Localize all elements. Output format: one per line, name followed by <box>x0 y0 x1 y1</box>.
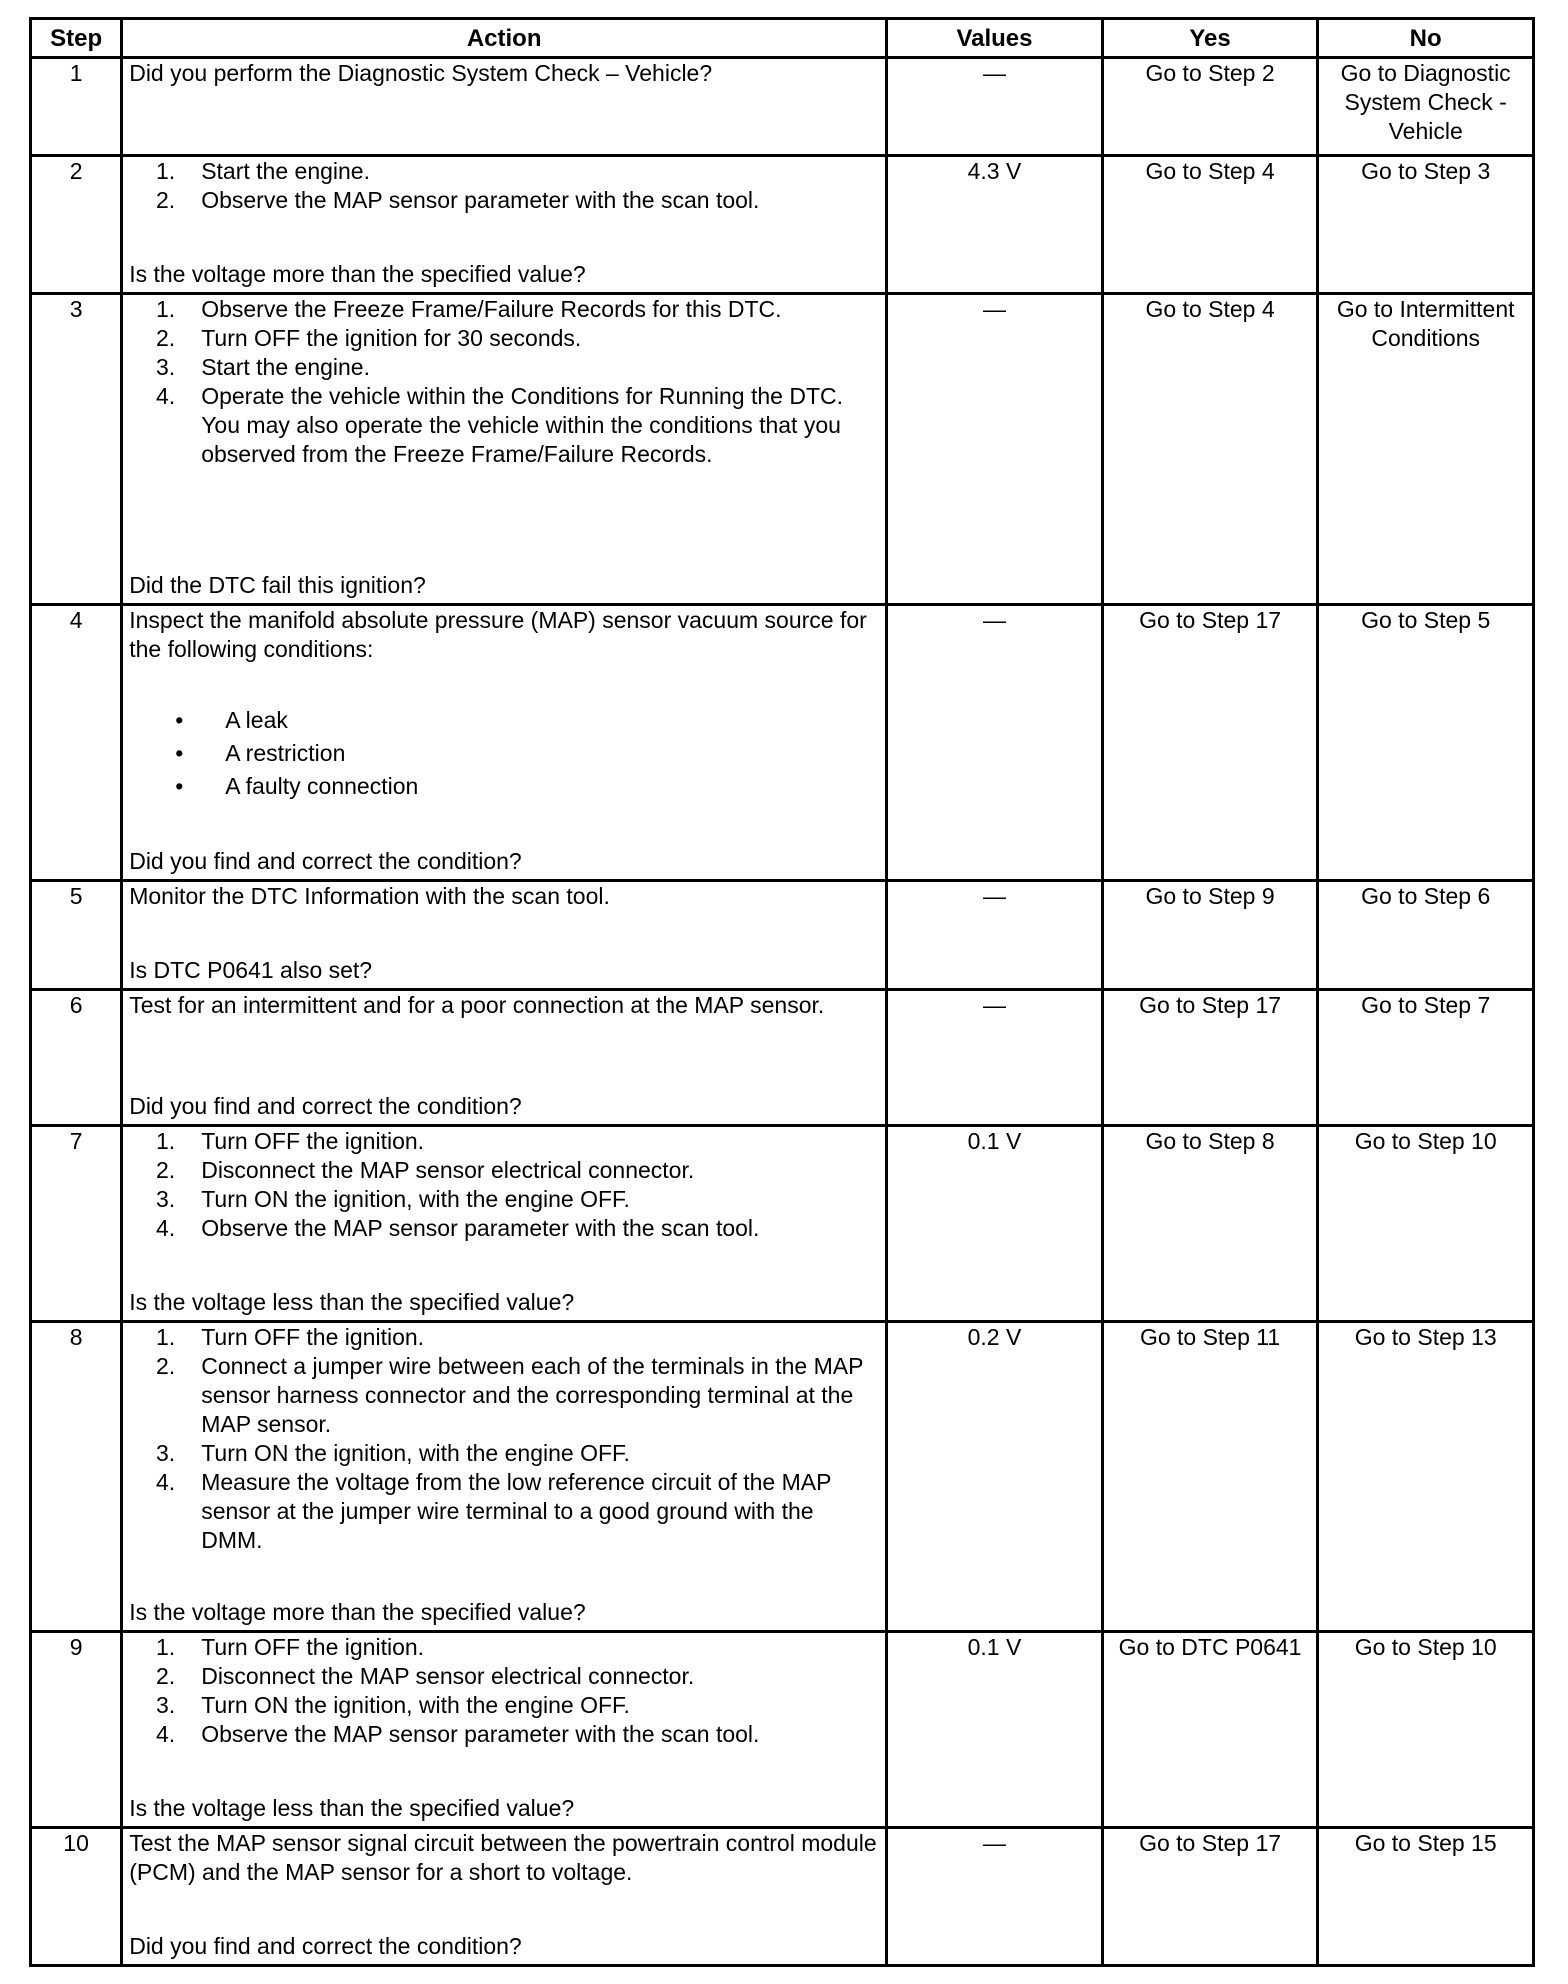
list-item-text: Turn ON the ignition, with the engine OFF. <box>201 1440 630 1466</box>
action-cell <box>122 1632 887 1828</box>
action-intro: Test the MAP sensor signal circuit between the powertrain control module (PCM) and the MAP sensor for a short to voltage. <box>129 1830 877 1885</box>
no-cell: Go to Step 10 <box>1318 1632 1534 1828</box>
bullet-icon: • <box>175 773 184 799</box>
list-item <box>129 737 879 770</box>
action-steps-list <box>129 157 879 215</box>
action-cell <box>122 156 887 294</box>
condition-list <box>129 704 879 803</box>
action-cell <box>122 605 887 881</box>
list-item <box>129 1691 879 1720</box>
table-row <box>31 1322 1534 1632</box>
yes-cell: Go to Step 2 <box>1102 58 1318 156</box>
header-values: Values <box>887 19 1103 58</box>
action-question: Did you find and correct the condition? <box>129 1093 522 1119</box>
list-item <box>129 186 879 215</box>
list-item-text: Disconnect the MAP sensor electrical connector. <box>201 1157 695 1183</box>
action-cell <box>122 990 887 1126</box>
list-item <box>129 1156 879 1185</box>
table-row <box>31 294 1534 605</box>
list-item-number: 3. <box>156 1440 176 1466</box>
list-item-number: 4. <box>156 1721 176 1747</box>
action-steps-list <box>129 1323 879 1555</box>
table-row <box>31 156 1534 294</box>
list-item <box>129 1185 879 1214</box>
table-row <box>31 1632 1534 1828</box>
no-cell: Go to Diagnostic System Check - Vehicle <box>1318 58 1534 156</box>
table-row <box>31 1828 1534 1966</box>
list-item-text: Turn OFF the ignition. <box>201 1128 425 1154</box>
list-item <box>129 1214 879 1243</box>
action-intro: Test for an intermittent and for a poor connection at the MAP sensor. <box>129 992 825 1018</box>
action-question: Is the voltage more than the specified value? <box>129 1599 586 1625</box>
action-intro: Did you perform the Diagnostic System Check – Vehicle? <box>129 60 713 86</box>
step-number: 5 <box>31 881 122 990</box>
list-item-text: Turn ON the ignition, with the engine OFF. <box>201 1186 630 1212</box>
no-cell: Go to Step 6 <box>1318 881 1534 990</box>
list-item-text: Turn OFF the ignition. <box>201 1634 425 1660</box>
action-cell <box>122 881 887 990</box>
no-cell: Go to Step 3 <box>1318 156 1534 294</box>
step-number: 10 <box>31 1828 122 1966</box>
list-item-number: 2. <box>156 187 176 213</box>
action-question: Did the DTC fail this ignition? <box>129 572 426 598</box>
table-row <box>31 605 1534 881</box>
list-item-number: 1. <box>156 296 176 322</box>
list-item-text: Turn OFF the ignition for 30 seconds. <box>201 325 582 351</box>
action-question: Is the voltage less than the specified value? <box>129 1795 575 1821</box>
action-cell <box>122 1322 887 1632</box>
list-item-text: Disconnect the MAP sensor electrical connector. <box>201 1663 695 1689</box>
list-item-text: A faulty connection <box>225 773 419 799</box>
action-steps-list <box>129 1633 879 1749</box>
yes-cell: Go to DTC P0641 <box>1102 1632 1318 1828</box>
list-item-text: Observe the Freeze Frame/Failure Records for this DTC. <box>201 296 782 322</box>
list-item-number: 4. <box>156 1469 176 1495</box>
list-item-text: Start the engine. <box>201 354 370 380</box>
list-item-number: 1. <box>156 1324 176 1350</box>
list-item-text: A restriction <box>225 740 346 766</box>
action-steps-list <box>129 1127 879 1243</box>
yes-cell: Go to Step 17 <box>1102 1828 1318 1966</box>
value-cell: — <box>887 294 1103 605</box>
header-no: No <box>1318 19 1534 58</box>
yes-cell: Go to Step 11 <box>1102 1322 1318 1632</box>
list-item <box>129 1720 879 1749</box>
list-item-text: Start the engine. <box>201 158 370 184</box>
header-step: Step <box>31 19 122 58</box>
no-cell: Go to Step 10 <box>1318 1126 1534 1322</box>
yes-cell: Go to Step 17 <box>1102 605 1318 881</box>
list-item-number: 2. <box>156 1663 176 1689</box>
list-item-text: Turn OFF the ignition. <box>201 1324 425 1350</box>
value-cell: — <box>887 990 1103 1126</box>
list-item-number: 2. <box>156 1353 176 1379</box>
step-number: 2 <box>31 156 122 294</box>
no-cell: Go to Step 7 <box>1318 990 1534 1126</box>
action-intro: Monitor the DTC Information with the scan tool. <box>129 883 610 909</box>
list-item-number: 2. <box>156 1157 176 1183</box>
list-item <box>129 1127 879 1156</box>
table-row <box>31 990 1534 1126</box>
table-row <box>31 58 1534 156</box>
list-item <box>129 1352 879 1439</box>
list-item-number: 3. <box>156 354 176 380</box>
list-item-number: 3. <box>156 1186 176 1212</box>
no-cell: Go to Step 5 <box>1318 605 1534 881</box>
list-item <box>129 295 879 324</box>
list-item <box>129 704 879 737</box>
list-item <box>129 1468 879 1555</box>
list-item-number: 3. <box>156 1692 176 1718</box>
no-cell: Go to Step 15 <box>1318 1828 1534 1966</box>
action-cell <box>122 58 887 156</box>
table-row <box>31 881 1534 990</box>
action-cell <box>122 1126 887 1322</box>
value-cell: 0.1 V <box>887 1126 1103 1322</box>
step-number: 8 <box>31 1322 122 1632</box>
list-item-text: Observe the MAP sensor parameter with the scan tool. <box>201 187 760 213</box>
bullet-icon: • <box>175 707 184 733</box>
action-question: Did you find and correct the condition? <box>129 1933 522 1959</box>
list-item-number: 4. <box>156 383 176 409</box>
action-question: Is the voltage more than the specified value? <box>129 261 586 287</box>
header-yes: Yes <box>1102 19 1318 58</box>
yes-cell: Go to Step 8 <box>1102 1126 1318 1322</box>
list-item <box>129 1439 879 1468</box>
header-action: Action <box>122 19 887 58</box>
no-cell: Go to Intermittent Conditions <box>1318 294 1534 605</box>
action-intro: Inspect the manifold absolute pressure (MAP) sensor vacuum source for the following conditions: <box>129 607 867 662</box>
list-item <box>129 157 879 186</box>
action-question: Is the voltage less than the specified value? <box>129 1289 575 1315</box>
list-item <box>129 770 879 803</box>
action-question: Did you find and correct the condition? <box>129 848 522 874</box>
value-cell: 0.1 V <box>887 1632 1103 1828</box>
step-number: 3 <box>31 294 122 605</box>
yes-cell: Go to Step 17 <box>1102 990 1318 1126</box>
value-cell: — <box>887 1828 1103 1966</box>
list-item <box>129 324 879 353</box>
value-cell: — <box>887 881 1103 990</box>
list-item <box>129 1662 879 1691</box>
header-row <box>31 19 1534 58</box>
action-question: Is DTC P0641 also set? <box>129 957 373 983</box>
step-number: 1 <box>31 58 122 156</box>
list-item-text: Turn ON the ignition, with the engine OFF. <box>201 1692 630 1718</box>
step-number: 9 <box>31 1632 122 1828</box>
action-cell <box>122 1828 887 1966</box>
action-steps-list <box>129 295 879 469</box>
bullet-icon: • <box>175 740 184 766</box>
list-item-number: 1. <box>156 1128 176 1154</box>
value-cell: — <box>887 605 1103 881</box>
list-item-text: Observe the MAP sensor parameter with the scan tool. <box>201 1215 760 1241</box>
no-cell: Go to Step 13 <box>1318 1322 1534 1632</box>
list-item-number: 1. <box>156 158 176 184</box>
list-item <box>129 1633 879 1662</box>
list-item-number: 4. <box>156 1215 176 1241</box>
diagnostic-table <box>29 17 1535 1967</box>
value-cell: — <box>887 58 1103 156</box>
list-item <box>129 353 879 382</box>
list-item <box>129 382 879 469</box>
value-cell: 4.3 V <box>887 156 1103 294</box>
list-item-number: 1. <box>156 1634 176 1660</box>
table-row <box>31 1126 1534 1322</box>
value-cell: 0.2 V <box>887 1322 1103 1632</box>
step-number: 4 <box>31 605 122 881</box>
list-item <box>129 1323 879 1352</box>
list-item-text: Connect a jumper wire between each of the terminals in the MAP sensor harness connector and the corresponding terminal at the MAP sensor. <box>201 1353 864 1437</box>
list-item-text: Operate the vehicle within the Conditions for Running the DTC. You may also operate the vehicle within the conditions that you observed from the Freeze Frame/Failure Records. <box>201 383 843 467</box>
list-item-number: 2. <box>156 325 176 351</box>
list-item-text: A leak <box>225 707 288 733</box>
step-number: 7 <box>31 1126 122 1322</box>
step-number: 6 <box>31 990 122 1126</box>
yes-cell: Go to Step 4 <box>1102 294 1318 605</box>
list-item-text: Observe the MAP sensor parameter with the scan tool. <box>201 1721 760 1747</box>
action-cell <box>122 294 887 605</box>
yes-cell: Go to Step 9 <box>1102 881 1318 990</box>
list-item-text: Measure the voltage from the low reference circuit of the MAP sensor at the jumper wire terminal to a good ground with the DMM. <box>201 1469 832 1553</box>
yes-cell: Go to Step 4 <box>1102 156 1318 294</box>
